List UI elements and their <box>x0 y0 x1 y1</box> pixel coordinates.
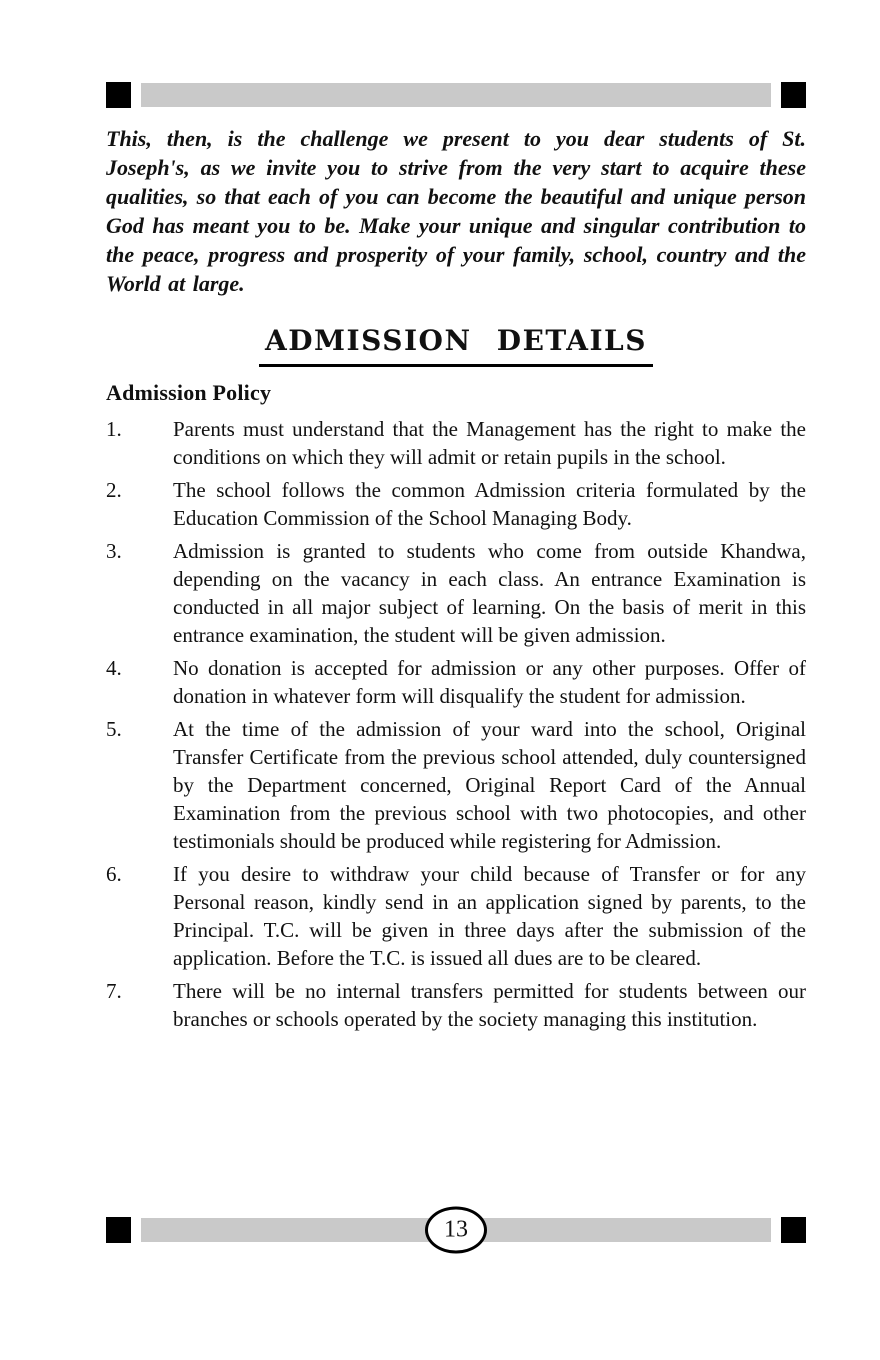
header-left-black-square <box>106 82 131 108</box>
page-number-badge: 13 <box>425 1207 487 1254</box>
header-right-black-square <box>781 82 806 108</box>
footer-left-black-square <box>106 1217 131 1243</box>
list-item-text: No donation is accepted for admission or any other purposes. Offer of donation in whatever form will disqualify the student for admission. <box>173 656 806 708</box>
list-item-number: 5. <box>106 717 122 741</box>
list-item-number: 6. <box>106 862 122 886</box>
list-item-number: 3. <box>106 539 122 563</box>
list-item-number: 7. <box>106 979 122 1003</box>
list-item-text: Parents must understand that the Management has the right to make the conditions on which they will admit or retain pupils in the school. <box>173 417 806 469</box>
list-item-text: If you desire to withdraw your child because of Transfer or for any Personal reason, kindly send in an application signed by parents, to the Principal. T.C. will be given in three days after the submission of the application. Before the T.C. is issued all dues are to be cleared. <box>173 862 806 970</box>
list-item-text: There will be no internal transfers permitted for students between our branches or schools operated by the society managing this institution. <box>173 979 806 1031</box>
policy-subheading: Admission Policy <box>106 380 272 405</box>
intro-paragraph: This, then, is the challenge we present to you dear students of St. Joseph's, as we invite you to strive from the very start to acquire these qualities, so that each of you can become the beautiful and unique person God has meant you to be. Make your unique and singular contribution to the peace, progress and prosperity of your family, school, country and the World at large. <box>106 126 806 296</box>
list-item <box>106 654 806 710</box>
list-item <box>106 537 806 649</box>
list-item <box>106 860 806 972</box>
footer-right-black-square <box>781 1217 806 1243</box>
list-item <box>106 415 806 471</box>
list-item-number: 1. <box>106 417 122 441</box>
list-item <box>106 977 806 1033</box>
header-rule <box>106 82 806 108</box>
list-item-number: 2. <box>106 478 122 502</box>
list-item-text: The school follows the common Admission criteria formulated by the Education Commission of the School Managing Body. <box>173 478 806 530</box>
list-item-number: 4. <box>106 656 122 680</box>
list-item <box>106 715 806 855</box>
section-heading-wrap <box>106 324 806 367</box>
header-gray-bar <box>141 83 771 107</box>
list-item-text: Admission is granted to students who come from outside Khandwa, depending on the vacancy in each class. An entrance Examination is conducted in all major subject of learning. On the basis of merit in this entrance examination, the student will be given admission. <box>173 539 806 647</box>
list-item <box>106 476 806 532</box>
footer-rule <box>106 1217 806 1243</box>
admission-policy-list <box>106 415 806 1033</box>
section-heading: ADMISSION DETAILS <box>259 324 653 367</box>
list-item-text: At the time of the admission of your ward into the school, Original Transfer Certificate from the previous school attended, duly countersigned by the Department concerned, Original Report Card of the Annual Examination from the previous school with two photocopies, and other testimonials should be produced while registering for Admission. <box>173 717 806 853</box>
